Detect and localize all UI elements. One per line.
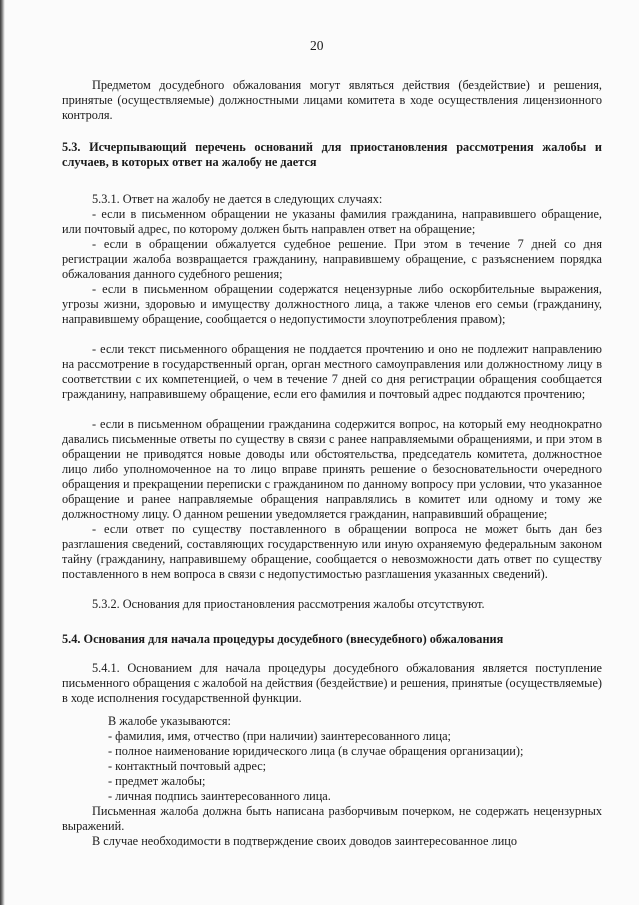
handwriting-requirement: Письменная жалоба должна быть написана разборчивым почерком, не содержать нецензурных выражений. [62,804,602,833]
section-5-3-heading: 5.3. Исчерпывающий перечень оснований для приостановления рассмотрения жалобы и случаев, в которых ответ на жалобу не дается [62,140,602,169]
page-number: 20 [310,38,324,53]
case-state-secret: - если ответ по существу поставленного в обращении вопроса не может быть дан без разглашения сведений, составляющих государственную или иную охраняемую федеральным законом тайну (гражданину, направившему обращение, сообщается о невозможности дать ответ по существу поставленного в нем вопроса в связи с недопустимостью разглашения указанных сведений). [62,522,602,581]
case-court-decision: - если в обращении обжалуется судебное решение. При этом в течение 7 дней со дня регистрации жалоба возвращается гражданину, направившему обращение, с разъяснением порядка обжалования данного судебного решения; [62,237,602,281]
list-item: - полное наименование юридического лица (в случае обращения организации); [108,744,524,758]
supporting-documents-line: В случае необходимости в подтверждение своих доводов заинтересованное лицо [92,834,518,848]
list-item: - предмет жалобы; [108,774,206,788]
paragraph-5-4-1: 5.4.1. Основанием для начала процедуры досудебного обжалования является поступление письменного обращения с жалобой на действия (бездействие) и решения, принятые (осуществляемые) в ходе исполнения государственной функции. [62,661,602,705]
list-item: - контактный почтовый адрес; [108,759,267,773]
list-item: - фамилия, имя, отчество (при наличии) заинтересованного лица; [108,729,451,743]
section-5-4-heading: 5.4. Основания для начала процедуры досудебного (внесудебного) обжалования [62,632,504,646]
case-unreadable-text: - если текст письменного обращения не поддается прочтению и оно не подлежит направлению на рассмотрение в государственный орган, орган местного самоуправления или должностному лицу в соответствии с их компетенцией, о чем в течение 7 дней со дня регистрации обращения сообщается гражданину, направившему обращение, если его фамилия и почтовый адрес поддаются прочтению; [62,342,602,401]
list-item: - личная подпись заинтересованного лица. [108,789,331,803]
intro-paragraph: Предметом досудебного обжалования могут являться действия (бездействие) и решения, принятые (осуществляемые) должностными лицами комитета в ходе осуществления лицензионного контроля. [62,78,602,122]
case-missing-name-address: - если в письменном обращении не указаны фамилия гражданина, направившего обращение, или почтовый адрес, по которому должен быть направлен ответ на обращение; [62,207,602,236]
paragraph-5-3-2: 5.3.2. Основания для приостановления рассмотрения жалобы отсутствуют. [92,597,485,611]
case-repeated-question: - если в письменном обращении гражданина содержится вопрос, на который ему неоднократно давались письменные ответы по существу в связи с ранее направляемыми обращениями, и при этом в обращении не приводятся новые доводы или обстоятельства, председатель комитета, должностное лицо либо уполномоченное на то лицо вправе принять решение о безосновательности очередного обращения и прекращении переписки с гражданином по данному вопросу при условии, что указанное обращение и ранее направляемые обращения направлялись в комитет или одному и тому же должностному лицу. О данном решении уведомляется гражданин, направивший обращение; [62,417,602,521]
scan-edge [0,0,5,905]
case-obscene-language: - если в письменном обращении содержатся нецензурные либо оскорбительные выражения, угрозы жизни, здоровью и имуществу должностного лица, а также членов его семьи (гражданину, направившему обращение, сообщается о недопустимости злоупотребления правом); [62,282,602,326]
complaint-list-intro: В жалобе указываются: [108,714,231,728]
paragraph-5-3-1: 5.3.1. Ответ на жалобу не дается в следующих случаях: [92,192,383,206]
